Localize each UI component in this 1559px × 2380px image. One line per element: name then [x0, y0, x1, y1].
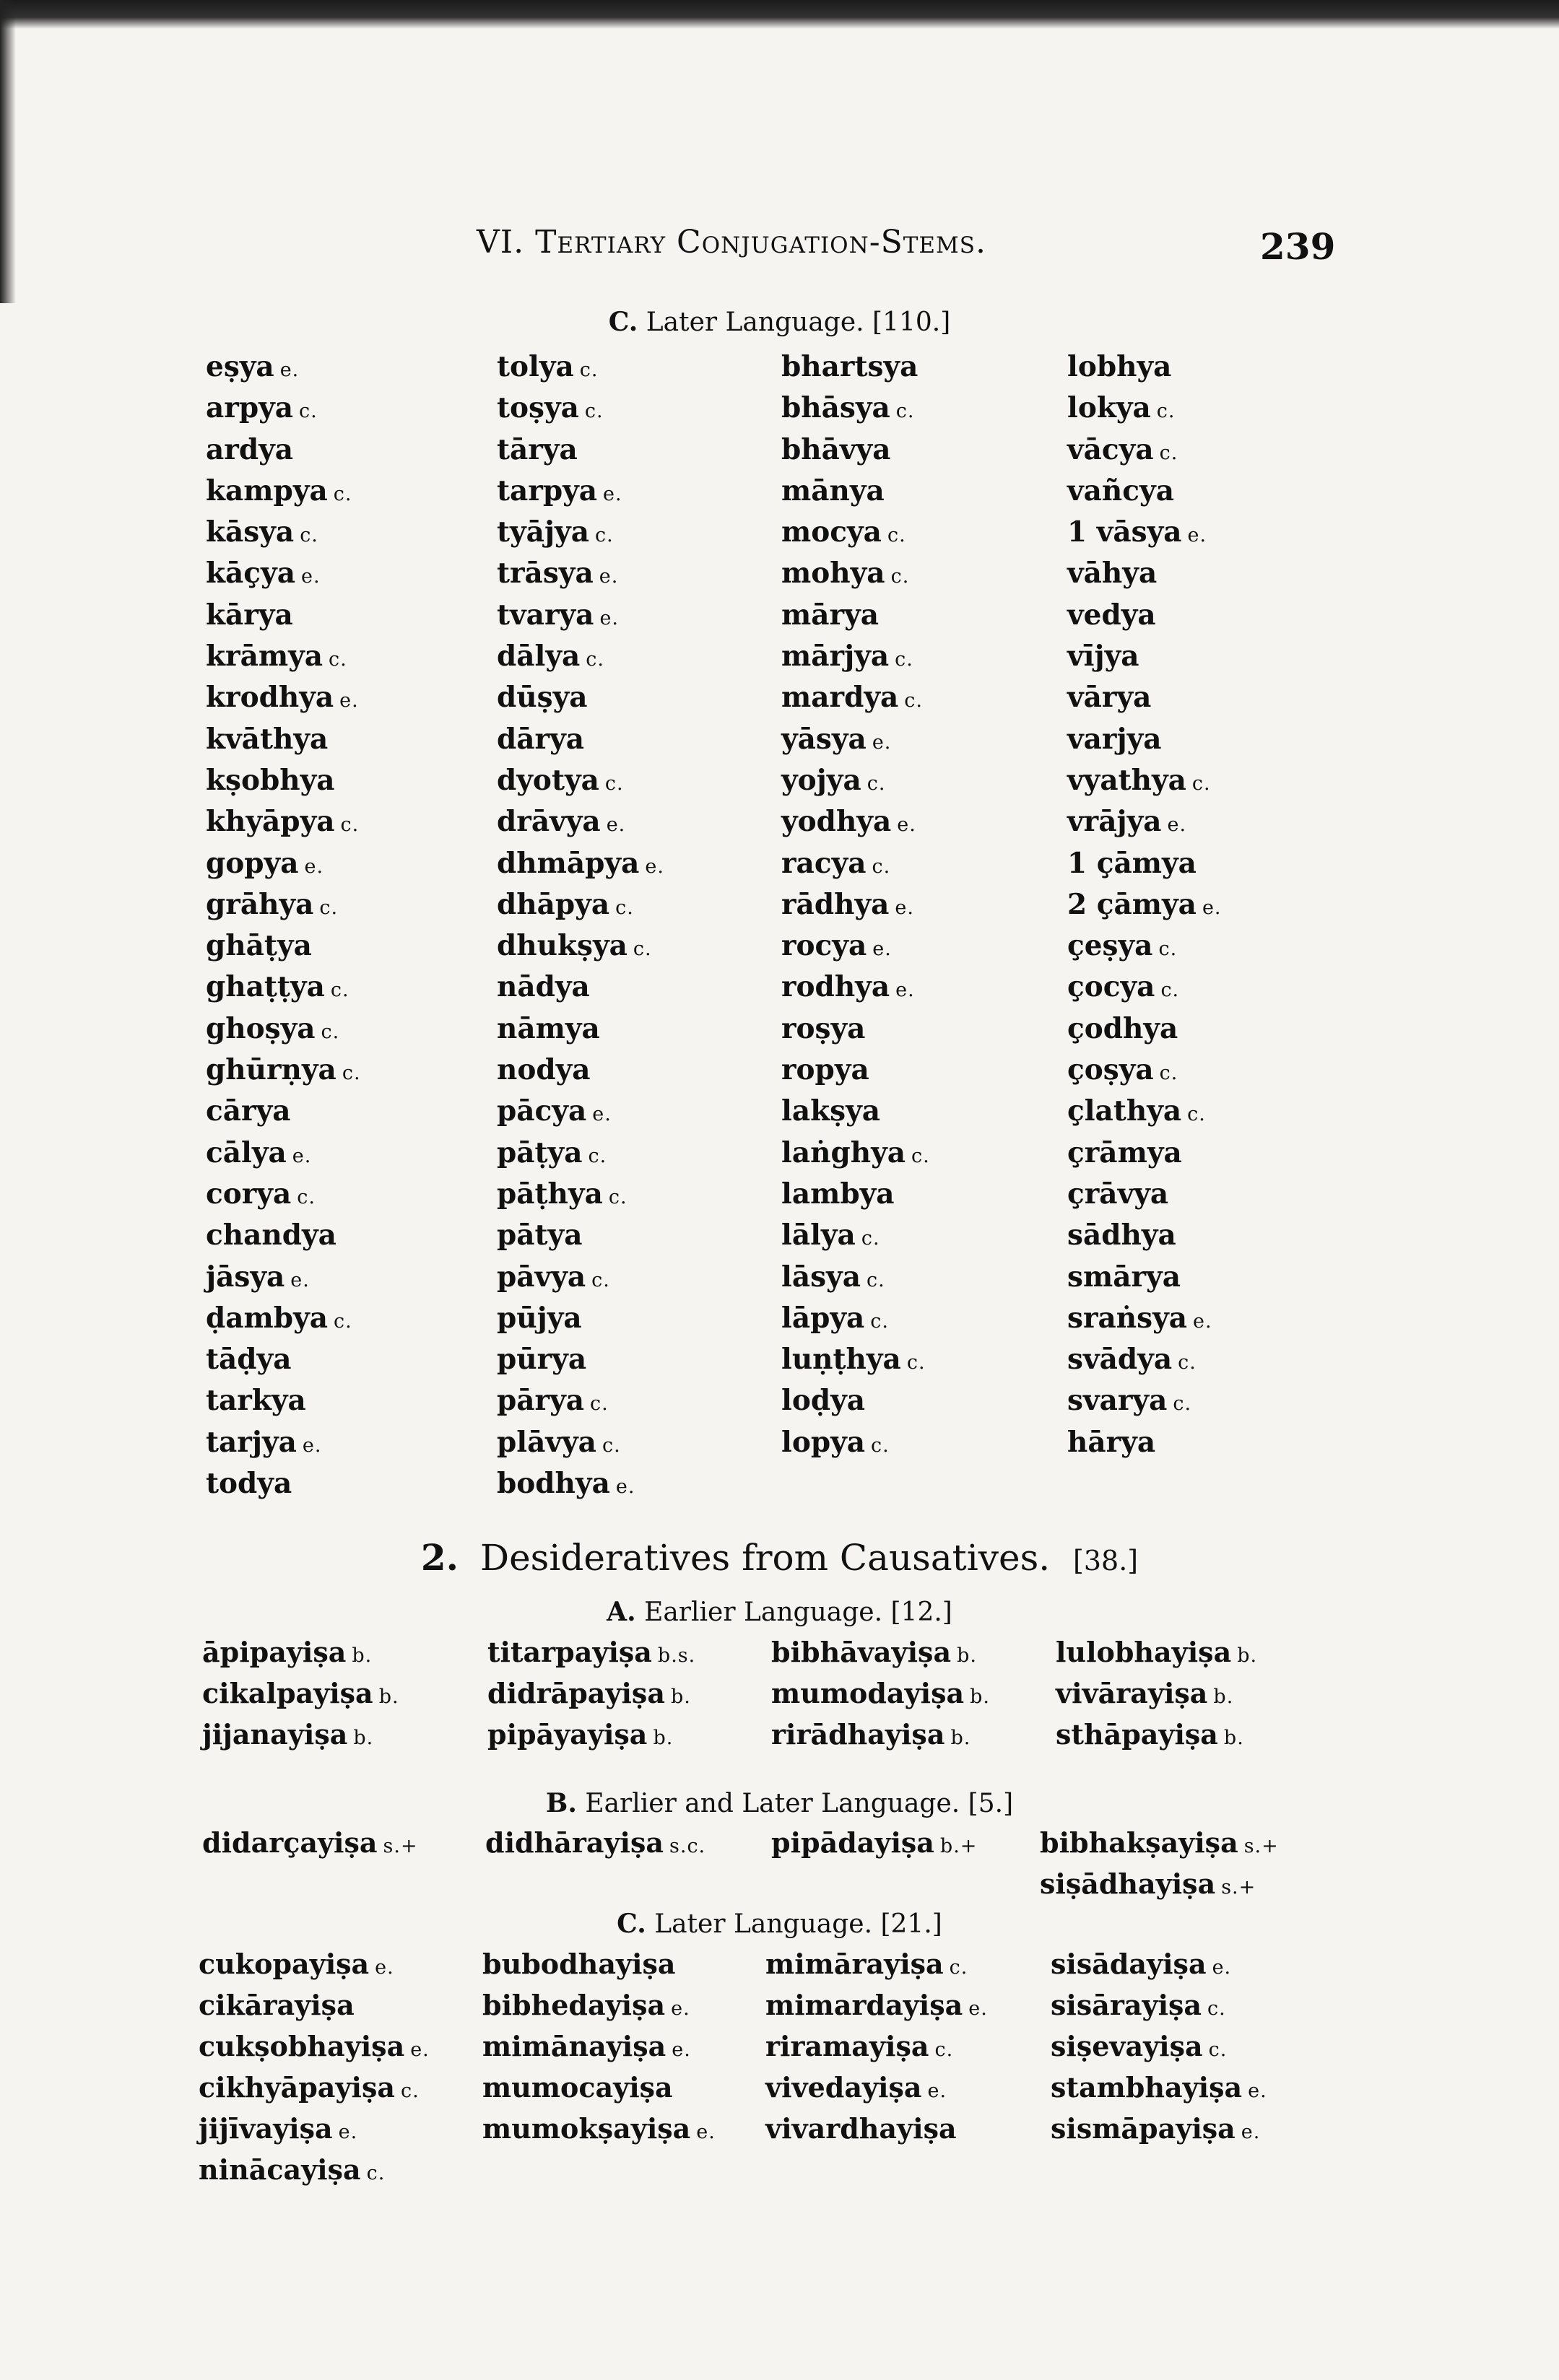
subsection-ref: [21.]	[880, 1909, 942, 1939]
word-entry: trāsya e.	[497, 557, 619, 590]
word-entry: bhāsya c.	[781, 391, 915, 425]
section-number: 2.	[420, 1536, 459, 1579]
word-entry: cikalpayiṣa b.	[202, 1677, 399, 1709]
word-entry: lulobhayiṣa b.	[1056, 1636, 1258, 1668]
word-entry: vyathya c.	[1067, 763, 1211, 797]
word-entry: tvarya e.	[497, 598, 619, 632]
subsection-title: Later Language.	[654, 1909, 873, 1939]
subsection-ref: [12.]	[890, 1597, 952, 1627]
word-entry: cikhyāpayiṣa c.	[199, 2071, 420, 2104]
word-entry: lāsya c.	[781, 1260, 885, 1294]
word-entry: kvāthya	[206, 722, 329, 756]
word-entry: jijīvayiṣa e.	[199, 2112, 358, 2145]
word-entry: yodhya e.	[781, 805, 916, 839]
word-entry: çlathya c.	[1067, 1094, 1206, 1128]
word-entry: riramayiṣa c.	[765, 2030, 954, 2062]
word-entry: mimārayiṣa c.	[765, 1948, 968, 1980]
subsection-heading-earlier-later-5	[0, 1788, 1559, 1818]
word-entry: mārjya c.	[781, 640, 913, 674]
word-entry: pipādayiṣa b.+	[771, 1826, 978, 1859]
word-entry: corya c.	[206, 1177, 316, 1211]
word-entry: cārya	[206, 1094, 291, 1128]
word-entry: yojya c.	[781, 763, 886, 797]
word-entry: çeṣya c.	[1067, 929, 1178, 963]
word-entry: sraṅsya e.	[1067, 1301, 1212, 1335]
word-column	[1056, 1631, 1257, 1755]
word-entry: todya	[206, 1467, 292, 1501]
word-column	[497, 346, 664, 1504]
word-entry: mumodayiṣa b.	[771, 1677, 990, 1709]
word-column	[202, 1822, 418, 1863]
word-entry: racya c.	[781, 846, 891, 880]
word-entry: vāhya	[1067, 557, 1158, 590]
word-entry: lobhya	[1067, 350, 1172, 383]
word-entry: nodya	[497, 1053, 591, 1087]
word-entry: lambya	[781, 1177, 895, 1211]
word-entry: bibhakṣayiṣa s.+	[1040, 1826, 1279, 1859]
word-entry: eṣya e.	[206, 350, 300, 383]
word-entry: smārya	[1067, 1260, 1181, 1294]
scan-border	[0, 0, 1559, 29]
word-entry: siṣevayiṣa c.	[1051, 2030, 1228, 2062]
word-entry: didhārayiṣa s.c.	[485, 1826, 706, 1859]
word-column	[487, 1631, 695, 1755]
word-entry: sthāpayiṣa b.	[1056, 1718, 1244, 1751]
word-entry: tarjya e.	[206, 1425, 322, 1459]
word-entry: pātya	[497, 1219, 583, 1252]
word-entry: kāsya c.	[206, 515, 318, 549]
word-entry: kāçya e.	[206, 557, 321, 590]
word-entry: lokya c.	[1067, 391, 1176, 425]
word-entry: pūjya	[497, 1301, 582, 1335]
word-entry: toṣya c.	[497, 391, 604, 425]
word-entry: cukṣobhayiṣa e.	[199, 2030, 430, 2062]
word-entry: laṅghya c.	[781, 1135, 930, 1169]
word-entry: cukopayiṣa e.	[199, 1948, 394, 1980]
word-entry: grāhya c.	[206, 887, 339, 921]
word-column	[765, 1943, 988, 2149]
subsection-title: Earlier and Later Language.	[585, 1789, 960, 1818]
word-entry: krāmya c.	[206, 640, 347, 674]
word-entry: gopya e.	[206, 846, 324, 880]
word-entry: 1 vāsya e.	[1067, 515, 1207, 549]
word-entry: vivardhayiṣa	[765, 2112, 957, 2145]
word-entry: dhmāpya e.	[497, 846, 664, 880]
word-entry: lopya c.	[781, 1425, 890, 1459]
word-entry: yāsya e.	[781, 722, 892, 756]
word-column	[202, 1631, 399, 1755]
word-entry: ardya	[206, 432, 294, 466]
word-entry: luṇṭhya c.	[781, 1343, 926, 1377]
word-entry: dūṣya	[497, 681, 588, 715]
word-column	[771, 1631, 990, 1755]
word-entry: ghaṭṭya c.	[206, 970, 349, 1004]
word-entry: 2 çāmya e.	[1067, 887, 1222, 921]
word-entry: dhukṣya c.	[497, 929, 652, 963]
word-entry: pārya c.	[497, 1384, 609, 1418]
word-entry: jijanayiṣa b.	[202, 1718, 374, 1751]
word-column	[1067, 346, 1222, 1463]
word-entry: plāvya c.	[497, 1425, 621, 1459]
word-entry: vedya	[1067, 598, 1156, 632]
word-entry: sisārayiṣa c.	[1051, 1989, 1226, 2021]
word-entry: pipāyayiṣa b.	[487, 1718, 674, 1751]
word-column	[199, 1943, 430, 2190]
word-entry: tyājya c.	[497, 515, 614, 549]
word-entry: mimānayiṣa e.	[482, 2030, 691, 2062]
word-entry: varjya	[1067, 722, 1162, 756]
word-entry: drāvya e.	[497, 805, 626, 839]
word-entry: dyotya c.	[497, 763, 624, 797]
word-column	[781, 346, 930, 1463]
word-entry: vivedayiṣa e.	[765, 2071, 947, 2104]
word-entry: hārya	[1067, 1425, 1156, 1459]
word-entry: lāpya c.	[781, 1301, 890, 1335]
word-entry: tarkya	[206, 1384, 306, 1418]
word-entry: rirādhayiṣa b.	[771, 1718, 971, 1751]
word-entry: svādya c.	[1067, 1343, 1197, 1377]
word-entry: pāṭhya c.	[497, 1177, 627, 1211]
word-entry: ghūrṇya c.	[206, 1053, 361, 1087]
subsection-heading-earlier-12	[0, 1597, 1559, 1627]
word-column	[1051, 1943, 1267, 2149]
word-entry: mumokṣayiṣa e.	[482, 2112, 716, 2145]
word-entry: vījya	[1067, 640, 1139, 674]
word-entry: siṣādhayiṣa s.+	[1040, 1867, 1256, 1900]
word-entry: ḍambya c.	[206, 1301, 352, 1335]
word-entry: vivārayiṣa b.	[1056, 1677, 1234, 1709]
word-column	[771, 1822, 977, 1863]
word-entry: rocya e.	[781, 929, 892, 963]
word-entry: pūrya	[497, 1343, 587, 1377]
word-entry: ghāṭya	[206, 929, 312, 963]
word-column	[485, 1822, 705, 1863]
word-entry: cikārayiṣa	[199, 1989, 355, 2021]
word-entry: bibhāvayiṣa b.	[771, 1636, 977, 1668]
subsection-label: B.	[545, 1788, 577, 1818]
word-entry: mohya c.	[781, 557, 910, 590]
word-entry: çrāmya	[1067, 1135, 1182, 1169]
word-entry: mānya	[781, 474, 885, 507]
subsection-label: A.	[607, 1597, 636, 1627]
subsection-title: Earlier Language.	[644, 1597, 883, 1627]
word-entry: bhartsya	[781, 350, 919, 383]
word-entry: sisādayiṣa e.	[1051, 1948, 1232, 1980]
word-entry: çocya c.	[1067, 970, 1180, 1004]
word-entry: bodhya e.	[497, 1467, 635, 1501]
word-entry: stambhayiṣa e.	[1051, 2071, 1267, 2104]
word-entry: jāsya e.	[206, 1260, 310, 1294]
word-entry: tolya c.	[497, 350, 599, 383]
word-entry: loḍya	[781, 1384, 866, 1418]
word-entry: didarçayiṣa s.+	[202, 1826, 418, 1859]
word-entry: chandya	[206, 1219, 336, 1252]
word-entry: lālya c.	[781, 1219, 880, 1252]
word-entry: bubodhayiṣa	[482, 1948, 676, 1980]
word-entry: pāṭya c.	[497, 1135, 607, 1169]
word-entry: dhāpya c.	[497, 887, 634, 921]
word-entry: kṣobhya	[206, 763, 335, 797]
word-entry: nādya	[497, 970, 590, 1004]
word-entry: krodhya e.	[206, 681, 359, 715]
word-entry: rādhya e.	[781, 887, 914, 921]
word-entry: pāvya c.	[497, 1260, 610, 1294]
word-entry: āpipayiṣa b.	[202, 1636, 373, 1668]
word-entry: tarpya e.	[497, 474, 622, 507]
word-entry: didrāpayiṣa b.	[487, 1677, 691, 1709]
subsection-title: Later Language.	[646, 308, 864, 337]
word-entry: mārya	[781, 598, 880, 632]
running-title: VI. Tertiary Conjugation-Stems.	[477, 224, 987, 261]
word-entry: çrāvya	[1067, 1177, 1169, 1211]
word-entry: svarya c.	[1067, 1384, 1192, 1418]
word-entry: mocya c.	[781, 515, 906, 549]
page-number: 239	[1260, 225, 1336, 268]
word-entry: lakṣya	[781, 1094, 880, 1128]
word-entry: tāḍya	[206, 1343, 292, 1377]
section-ref: [38.]	[1073, 1545, 1139, 1577]
word-entry: 1 çāmya	[1067, 846, 1197, 880]
word-entry: sismāpayiṣa e.	[1051, 2112, 1261, 2145]
word-entry: mimardayiṣa e.	[765, 1989, 988, 2021]
subsection-heading-later-21	[0, 1909, 1559, 1939]
word-entry: cālya e.	[206, 1135, 312, 1169]
word-entry: arpya c.	[206, 391, 318, 425]
word-entry: ropya	[781, 1053, 869, 1087]
word-entry: dālya c.	[497, 640, 605, 674]
word-entry: pācya e.	[497, 1094, 612, 1128]
word-entry: roṣya	[781, 1011, 866, 1045]
word-entry: çodhya	[1067, 1011, 1178, 1045]
running-head	[0, 217, 1559, 274]
word-entry: mumocayiṣa	[482, 2071, 673, 2104]
subsection-label: C.	[608, 307, 638, 337]
word-entry: dārya	[497, 722, 585, 756]
subsection-ref: [110.]	[872, 308, 951, 337]
word-entry: bhāvya	[781, 432, 891, 466]
word-entry: vārya	[1067, 681, 1152, 715]
word-column	[206, 346, 361, 1504]
word-entry: bibhedayiṣa e.	[482, 1989, 690, 2021]
word-entry: kārya	[206, 598, 293, 632]
word-entry: vācya c.	[1067, 432, 1178, 466]
section-title: Desideratives from Causatives.	[479, 1537, 1051, 1579]
subsection-ref: [5.]	[968, 1789, 1014, 1818]
word-entry: çoṣya c.	[1067, 1053, 1178, 1087]
word-entry: vrājya e.	[1067, 805, 1187, 839]
word-entry: ninācayiṣa c.	[199, 2153, 386, 2186]
word-entry: rodhya e.	[781, 970, 915, 1004]
word-entry: khyāpya c.	[206, 805, 360, 839]
word-entry: vañcya	[1067, 474, 1174, 507]
word-entry: nāmya	[497, 1011, 600, 1045]
section-heading	[0, 1536, 1559, 1579]
subsection-label: C.	[617, 1909, 646, 1939]
word-entry: titarpayiṣa b.s.	[487, 1636, 696, 1668]
word-entry: ghoṣya c.	[206, 1011, 340, 1045]
word-column	[1040, 1822, 1279, 1904]
word-entry: kampya c.	[206, 474, 352, 507]
word-column	[482, 1943, 716, 2149]
word-entry: tārya	[497, 432, 578, 466]
word-entry: sādhya	[1067, 1219, 1176, 1252]
subsection-heading-later-110	[0, 307, 1559, 337]
word-entry: mardya c.	[781, 681, 924, 715]
